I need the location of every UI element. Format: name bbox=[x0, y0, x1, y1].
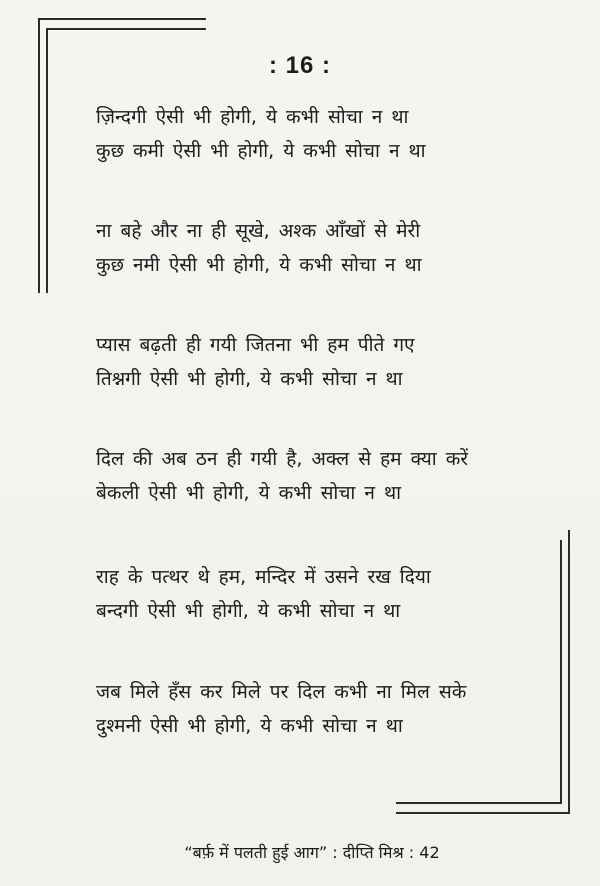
frame-bottom-right-outer-horizontal bbox=[396, 812, 570, 814]
frame-bottom-right-inner-horizontal bbox=[396, 802, 562, 804]
verse-line: जब मिले हँस कर मिले पर दिल कभी ना मिल सके bbox=[96, 681, 467, 703]
page-footer: “बर्फ़ में पलती हुई आग” : दीप्ति मिश्र : 42 bbox=[184, 843, 440, 862]
stanza-1 bbox=[96, 100, 506, 168]
verse-line: बन्दगी ऐसी भी होगी, ये कभी सोचा न था bbox=[96, 600, 401, 622]
verse-line: प्यास बढ़ती ही गयी जितना भी हम पीते गए bbox=[96, 334, 415, 356]
verse-line: बेकली ऐसी भी होगी, ये कभी सोचा न था bbox=[96, 482, 402, 504]
stanza-2 bbox=[96, 214, 506, 282]
verse-line: ना बहे और ना ही सूखे, अश्क आँखों से मेरी bbox=[96, 220, 421, 242]
verse-line: तिश्नगी ऐसी भी होगी, ये कभी सोचा न था bbox=[96, 368, 403, 390]
verse-line: ज़िन्दगी ऐसी भी होगी, ये कभी सोचा न था bbox=[96, 106, 409, 128]
verse-line: दुश्मनी ऐसी भी होगी, ये कभी सोचा न था bbox=[96, 715, 403, 737]
frame-top-left-outer-horizontal bbox=[38, 18, 206, 20]
stanza-5 bbox=[96, 560, 506, 628]
verse-line: राह के पत्थर थे हम, मन्दिर में उसने रख दिया bbox=[96, 566, 431, 588]
frame-top-left-inner-horizontal bbox=[46, 28, 206, 30]
verse-line: कुछ नमी ऐसी भी होगी, ये कभी सोचा न था bbox=[96, 254, 422, 276]
verse-line: दिल की अब ठन ही गयी है, अक्ल से हम क्या करें bbox=[96, 448, 469, 470]
frame-bottom-right-inner-vertical bbox=[560, 540, 562, 804]
stanza-3 bbox=[96, 328, 506, 396]
verse-line: कुछ कमी ऐसी भी होगी, ये कभी सोचा न था bbox=[96, 140, 426, 162]
stanza-6 bbox=[96, 675, 506, 743]
page-title: : 16 : bbox=[268, 52, 331, 79]
stanza-4 bbox=[96, 442, 506, 510]
frame-bottom-right-outer-vertical bbox=[568, 530, 570, 814]
